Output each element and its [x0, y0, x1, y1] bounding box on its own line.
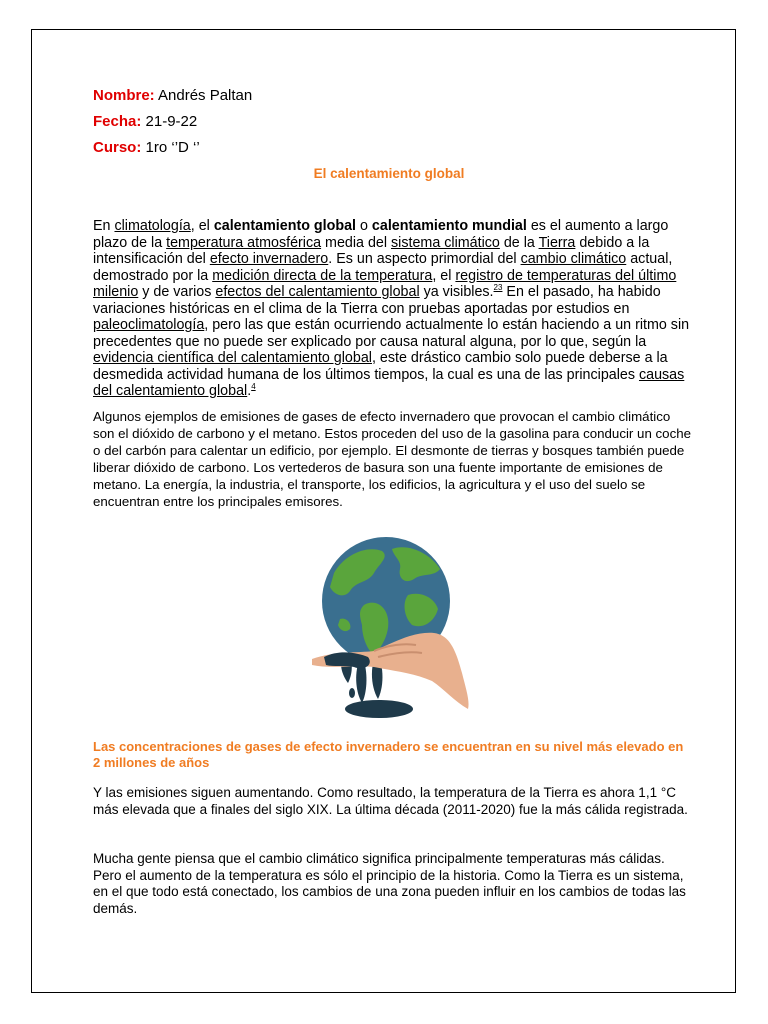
link-temperatura-atmosferica[interactable]: temperatura atmosférica [166, 234, 322, 251]
course-label: Curso: [93, 139, 142, 156]
text: . Es un aspecto primordial del [328, 251, 521, 267]
text: debido a la intensificación del [93, 234, 650, 267]
paragraph-system: Mucha gente piensa que el cambio climático significa principalmente temperaturas más cálidas. Pero el aumento de la temperatura es sólo el principio de la historia. Como la Tierra es un sistema, en el que todo está conectado, los cambios de una zona pueden influir en los cambios de todas las demás. [93, 851, 686, 916]
link-paleoclimatologia[interactable]: paleoclimatología [93, 317, 205, 333]
course-field [93, 139, 200, 157]
text: de la [499, 234, 539, 251]
citation-link[interactable]: 4 [251, 382, 256, 392]
paragraph-temperature: Y las emisiones siguen aumentando. Como resultado, la temperatura de la Tierra es ahora 1,1 °C más elevada que a finales del siglo XIX. La última década (2011-2020) fue la más cálida registrada. [93, 785, 688, 817]
text: , el [432, 267, 456, 284]
text: o [356, 218, 372, 234]
text: actual, demostrado por la [93, 251, 673, 284]
citation-link[interactable]: 23 [493, 283, 503, 293]
paragraph-emissions: Algunos ejemplos de emisiones de gases de efecto invernadero que provocan el cambio climático son el dióxido de carbono y el metano. Estos proceden del uso de la gasolina para conducir un coche o del carbón para calentar un edificio, por ejemplo. El desmonte de tierras y bosques también puede liberar dióxido de carbono. Los vertederos de basura son una fuente importante de emisiones de metano. La energía, la industria, el transporte, los edificios, la agricultura y el uso del suelo se encuentran entre los principales emisores. [93, 409, 692, 509]
hand [312, 633, 469, 709]
text: . [247, 383, 252, 399]
link-cambio-climatico[interactable]: cambio climático [520, 251, 627, 267]
date-label: Fecha: [93, 113, 142, 130]
date-field [93, 113, 197, 131]
date-value: 21-9-22 [141, 113, 198, 130]
name-label: Nombre: [93, 87, 155, 104]
link-efecto-invernadero[interactable]: efecto invernadero [209, 251, 329, 267]
text: , este drástico cambio solo puede deberse a la desmedida actividad humana de los últimos tiempos, la cual es una de las principales [93, 350, 668, 383]
document-title: El calentamiento global [313, 166, 465, 181]
term-calentamiento-global: calentamiento global [213, 218, 357, 234]
text: es el aumento a largo plazo de la [93, 218, 669, 251]
paragraph-intro [93, 218, 693, 400]
name-value: Andrés Paltan [154, 87, 253, 104]
link-medicion-directa[interactable]: medición directa de la temperatura [212, 267, 433, 284]
text: , el [190, 218, 214, 234]
link-efectos-calentamiento[interactable]: efectos del calentamiento global [215, 284, 420, 300]
text: ya visibles. [419, 284, 494, 300]
link-tierra[interactable]: Tierra [538, 234, 576, 251]
section-heading: Las concentraciones de gases de efecto invernadero se encuentran en su nivel más elevado en 2 millones de años [93, 739, 684, 770]
link-evidencia-cientifica[interactable]: evidencia científica del calentamiento global [93, 350, 372, 366]
link-registro-temperaturas[interactable]: registro de temperaturas del último milenio [93, 267, 677, 300]
course-value: 1ro ‘’D ‘’ [141, 139, 200, 156]
text: En [93, 218, 115, 234]
link-causas-calentamiento[interactable]: causas del calentamiento global [93, 366, 685, 399]
text: media del [321, 234, 392, 251]
term-calentamiento-mundial: calentamiento mundial [371, 218, 527, 234]
name-field [93, 87, 252, 105]
melting-earth-in-hand-icon [304, 533, 474, 723]
text: En el pasado, ha habido variaciones históricas en el clima de la Tierra con pruebas aportadas por estudios en [93, 284, 661, 317]
link-climatologia[interactable]: climatología [114, 218, 191, 234]
text: , pero las que están ocurriendo actualmente lo están haciendo a un ritmo sin precedentes que no puede ser explicado por causa natural alguna, por lo que, según la [93, 317, 690, 350]
melt-puddle [345, 700, 413, 718]
link-sistema-climatico[interactable]: sistema climático [391, 234, 500, 251]
text: y de varios [138, 284, 216, 300]
